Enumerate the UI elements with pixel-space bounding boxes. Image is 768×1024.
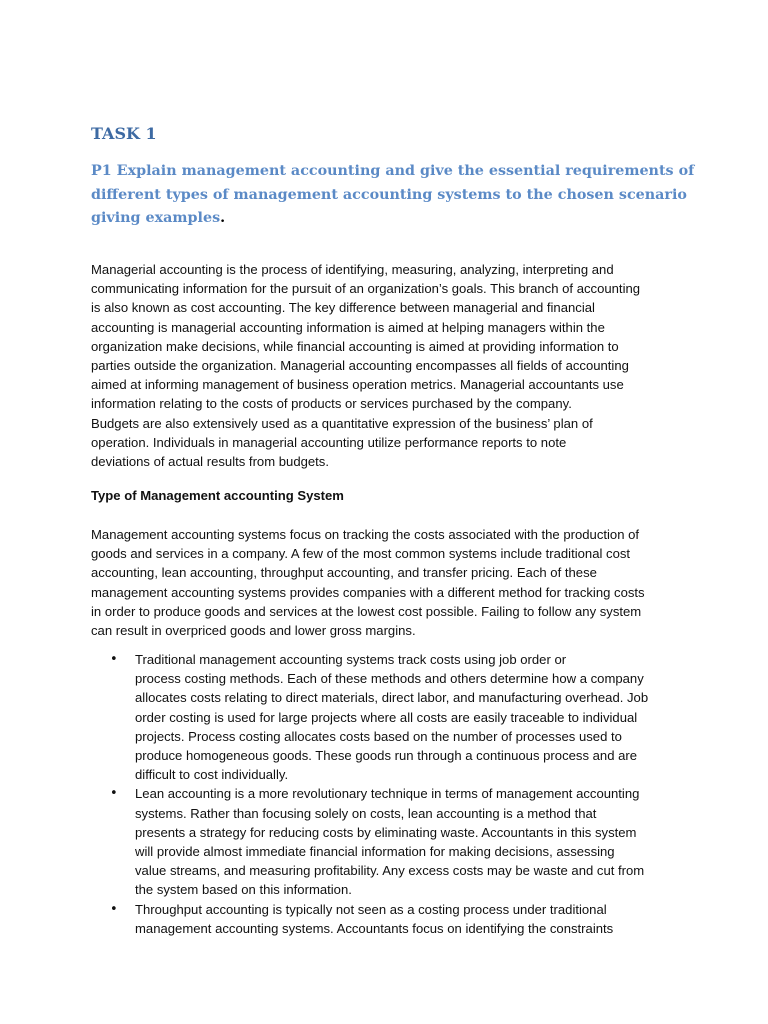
task-heading: TASK 1 bbox=[91, 124, 157, 143]
paragraph-line: in order to produce goods and services at the lowest cost possible. Failing to follow any system bbox=[91, 603, 642, 619]
bullet-line: systems. Rather than focusing solely on costs, lean accounting is a method that bbox=[135, 805, 597, 821]
bullet-line: management accounting systems. Accountants focus on identifying the constraints bbox=[135, 920, 614, 936]
p1-heading-line bbox=[91, 207, 691, 231]
bullet-line: Lean accounting is a more revolutionary technique in terms of management accounting bbox=[135, 786, 640, 802]
bullet-item-lean bbox=[0, 784, 768, 899]
paragraph-line: parties outside the organization. Managerial accounting encompasses all fields of accounting bbox=[91, 358, 629, 374]
paragraph-line: goods and services in a company. A few of the most common systems include traditional cost bbox=[91, 546, 631, 562]
p1-heading-line: different types of management accounting systems to the chosen scenario bbox=[91, 186, 687, 203]
p1-heading-line-text: giving examples bbox=[91, 210, 221, 226]
paragraph-line: is also known as cost accounting. The key difference between managerial and financial bbox=[91, 300, 595, 316]
bullet-icon: • bbox=[110, 901, 118, 917]
p1-heading-line: P1 Explain management accounting and give the essential requirements of bbox=[91, 163, 695, 179]
bullet-line: presents a strategy for reducing costs by eliminating waste. Accountants in this system bbox=[135, 824, 637, 840]
bullet-line: value streams, and measuring profitability. Any excess costs may be waste and cut from bbox=[135, 863, 645, 879]
paragraph-line: management accounting systems provides companies with a different method for tracking costs bbox=[91, 584, 645, 600]
bullet-line: produce homogeneous goods. These goods run through a continuous process and are bbox=[135, 748, 638, 764]
paragraph-line: aimed at informing management of business operation metrics. Managerial accountants use bbox=[91, 377, 624, 393]
bullet-icon: • bbox=[110, 652, 118, 667]
bullet-line: the system based on this information. bbox=[135, 882, 352, 898]
bullet-line: order costing is used for large projects where all costs are easily traceable to individual bbox=[135, 709, 638, 725]
bullet-line: difficult to cost individually. bbox=[135, 767, 289, 783]
intro-paragraph bbox=[91, 260, 640, 471]
bullet-line: will provide almost immediate financial information for making decisions, assessing bbox=[135, 844, 615, 860]
bullet-icon: • bbox=[110, 786, 118, 802]
paragraph-line: Management accounting systems focus on tracking the costs associated with the production of bbox=[91, 527, 640, 542]
paragraph-line: can result in overpriced goods and lower gross margins. bbox=[91, 623, 416, 639]
paragraph-line: organization make decisions, while financial accounting is aimed at providing information to bbox=[91, 338, 619, 354]
bullet-line: Throughput accounting is typically not seen as a costing process under traditional bbox=[135, 901, 607, 917]
systems-bullet-list bbox=[0, 650, 768, 938]
p1-heading-period: . bbox=[220, 210, 226, 226]
bullet-item-throughput bbox=[0, 900, 768, 938]
p1-heading bbox=[91, 160, 695, 231]
paragraph-line: communicating information for the pursuit of an organization’s goals. This branch of accounting bbox=[91, 281, 641, 297]
bullet-item-traditional bbox=[0, 650, 768, 784]
paragraph-line: deviations of actual results from budgets. bbox=[91, 454, 329, 470]
bullet-line: projects. Process costing allocates costs based on the number of processes used to bbox=[135, 728, 622, 744]
paragraph-line: accounting, lean accounting, throughput accounting, and transfer pricing. Each of these bbox=[91, 565, 597, 581]
bullet-line: Traditional management accounting systems track costs using job order or bbox=[135, 652, 567, 667]
bullet-line: allocates costs relating to direct materials, direct labor, and manufacturing overhead. Job bbox=[135, 690, 649, 706]
paragraph-line: Budgets are also extensively used as a quantitative expression of the business’ plan of bbox=[91, 415, 593, 431]
bullet-line: process costing methods. Each of these methods and others determine how a company bbox=[135, 671, 644, 687]
systems-paragraph bbox=[91, 525, 645, 640]
paragraph-line: accounting is managerial accounting information is aimed at helping managers within the bbox=[91, 319, 605, 335]
paragraph-line: operation. Individuals in managerial accounting utilize performance reports to note bbox=[91, 434, 567, 450]
systems-subheading: Type of Management accounting System bbox=[91, 488, 344, 503]
paragraph-line: Managerial accounting is the process of identifying, measuring, analyzing, interpreting and bbox=[91, 262, 614, 277]
paragraph-line: information relating to the costs of products or services purchased by the company. bbox=[91, 396, 572, 412]
